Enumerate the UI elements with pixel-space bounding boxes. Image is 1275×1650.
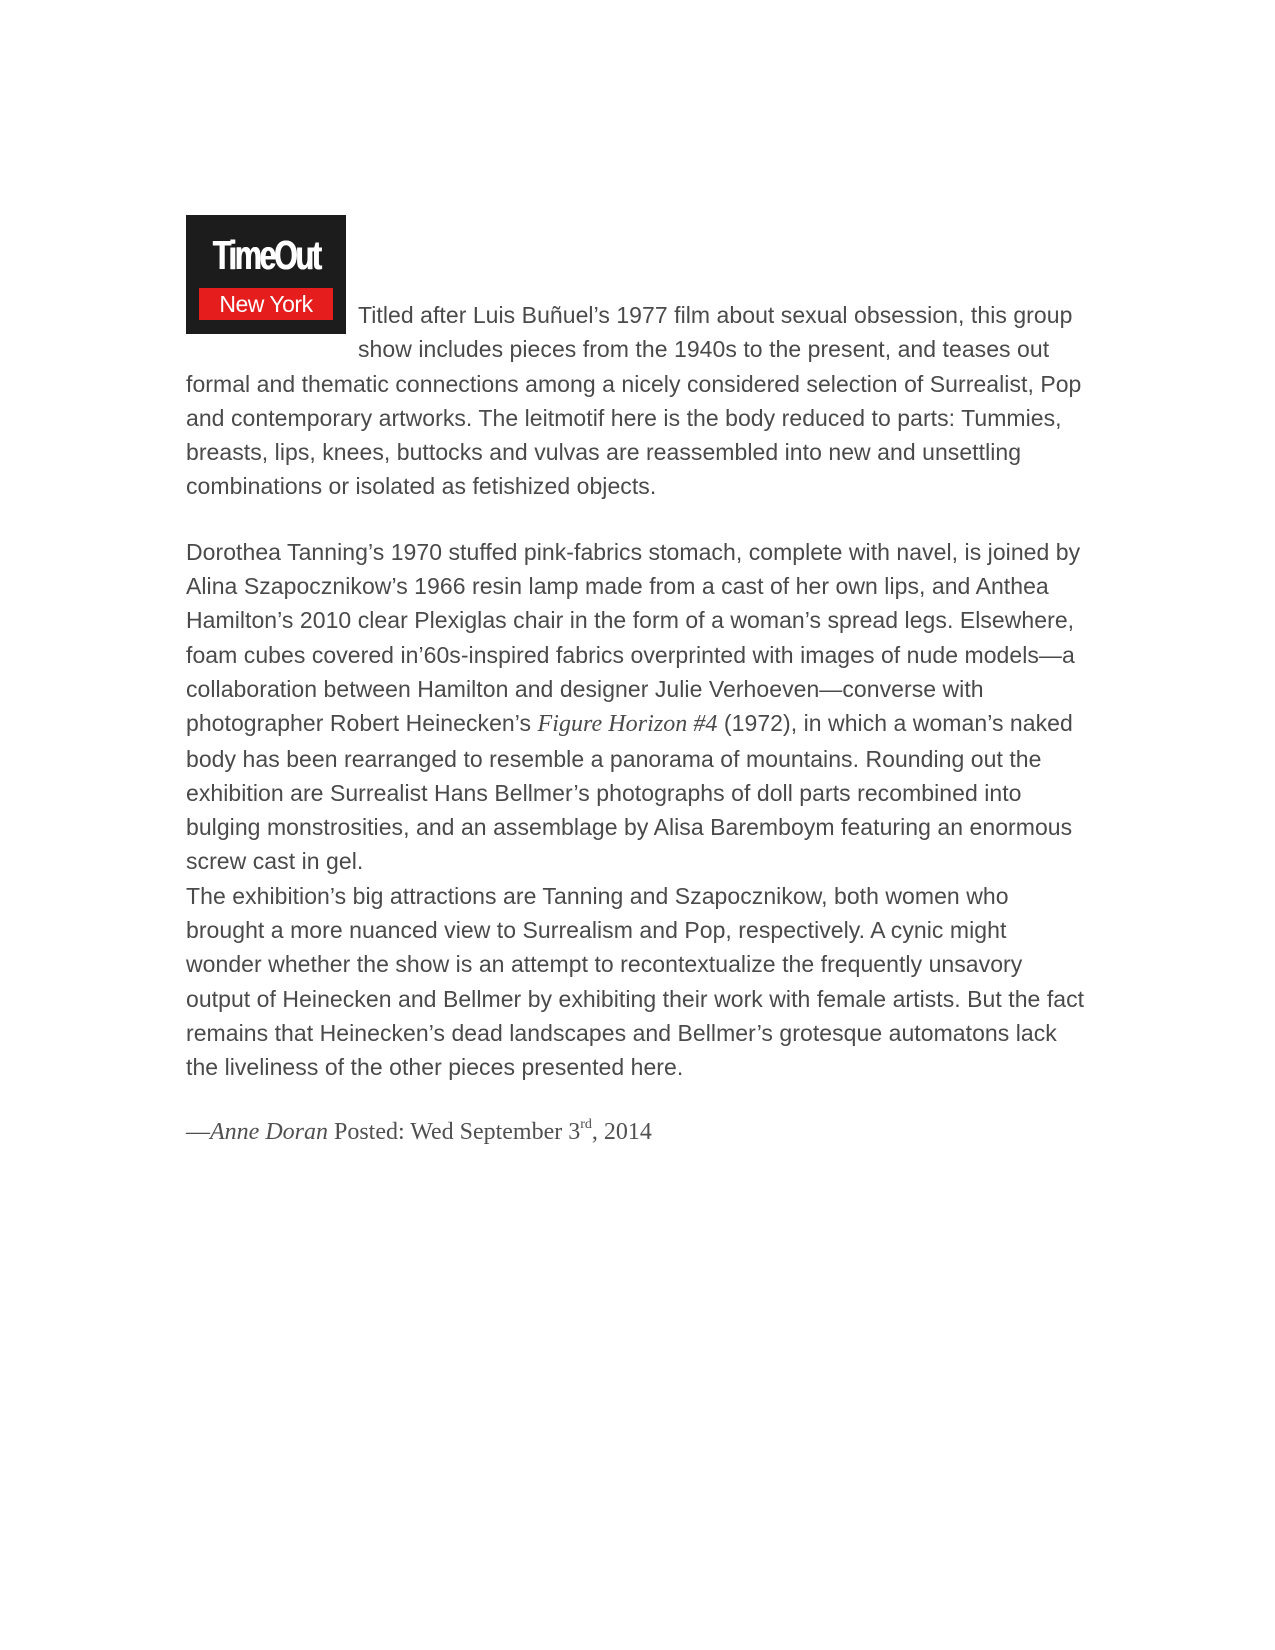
byline	[186, 1117, 1086, 1147]
logo-wordmark: TimeOut	[212, 232, 320, 278]
logo-subtitle: New York	[199, 288, 333, 320]
byline-author: Anne Doran	[210, 1118, 328, 1145]
paragraph-works-text-after: (1972), in which a woman’s naked body has been rearranged to resemble a panorama of mountains. Rounding out the exhibition are Surrealist Hans Bellmer’s photographs of doll parts recombined into bulging monstrosities, and an assemblage by Alisa Baremboym featuring an enormous screw cast in gel.	[186, 710, 1073, 875]
artwork-title: Figure Horizon #4	[537, 711, 718, 738]
article	[186, 215, 1086, 1147]
paragraph-gap	[186, 504, 1086, 535]
byline-posted: Posted: Wed September 3	[327, 1118, 581, 1145]
byline-date-suffix: rd	[580, 1116, 592, 1132]
paragraph-works	[186, 535, 1086, 879]
paragraph-intro-text: Titled after Luis Buñuel’s 1977 film about sexual obsession, this group show includes pieces from the 1940s to the present, and teases out formal and thematic connections among a nicely considered selection of Surrealist, Pop and contemporary artworks. The leitmotif here is the body reduced to parts: Tummies, breasts, lips, knees, buttocks and vulvas are reassembled into new and unsettling combinations or isolated as fetishized objects.	[186, 302, 1082, 500]
paragraph-conclusion	[186, 879, 1086, 1085]
paragraph-conclusion-text: The exhibition’s big attractions are Tanning and Szapocznikow, both women who brought a more nuanced view to Surrealism and Pop, respectively. A cynic might wonder whether the show is an attempt to recontextualize the frequently unsavory output of Heinecken and Bellmer by exhibiting their work with female artists. But the fact remains that Heinecken’s dead landscapes and Bellmer’s grotesque automatons lack the liveliness of the other pieces presented here.	[186, 882, 1085, 1081]
byline-year: , 2014	[591, 1118, 652, 1145]
paragraph-intro	[186, 215, 1086, 504]
paragraph-works-text-before: Dorothea Tanning’s 1970 stuffed pink-fabrics stomach, complete with navel, is joined by Alina Szapocznikow’s 1966 resin lamp made from a cast of her own lips, and Anthea Hamilton’s 2010 clear Plexiglas chair in the form of a woman’s spread legs. Elsewhere, foam cubes covered in’60s-inspired fabrics overprinted with images of nude models—a collaboration between Hamilton and designer Julie Verhoeven—converse with photographer Robert Heinecken’s	[186, 538, 1081, 737]
byline-dash: —	[186, 1118, 210, 1145]
timeout-new-york-logo	[186, 215, 346, 334]
